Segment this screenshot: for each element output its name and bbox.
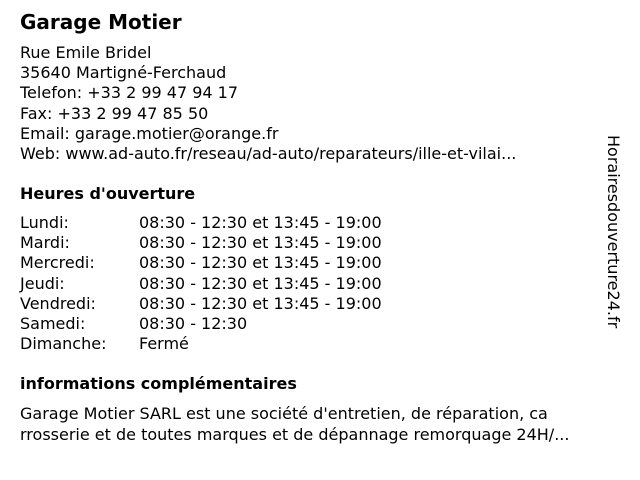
- info-line: rrosserie et de toutes marques et de dépannage remorquage 24H/...: [20, 425, 570, 444]
- hours-value: 08:30 - 12:30: [139, 313, 248, 333]
- site-watermark: Horairesdouverture24.fr: [604, 135, 623, 329]
- day-label: Jeudi:: [20, 273, 65, 293]
- hours-value: 08:30 - 12:30 et 13:45 - 19:00: [139, 253, 382, 273]
- day-label: Dimanche:: [20, 334, 107, 354]
- page-title: Garage Motier: [20, 10, 182, 34]
- day-label: Mardi:: [20, 233, 70, 253]
- day-label: Mercredi:: [20, 253, 95, 273]
- contact-email: Email: garage.motier@orange.fr: [20, 123, 279, 143]
- hours-value: 08:30 - 12:30 et 13:45 - 19:00: [139, 273, 382, 293]
- hours-value: Fermé: [139, 334, 189, 354]
- day-label: Samedi:: [20, 313, 86, 333]
- contact-fax: Fax: +33 2 99 47 85 50: [20, 103, 209, 123]
- hours-value: 08:30 - 12:30 et 13:45 - 19:00: [139, 233, 382, 253]
- contact-street: Rue Emile Bridel: [20, 43, 152, 62]
- info-line: Garage Motier SARL est une société d'entretien, de réparation, ca: [20, 404, 548, 423]
- contact-city: 35640 Martigné-Ferchaud: [20, 63, 227, 83]
- contact-phone: Telefon: +33 2 99 47 94 17: [20, 83, 239, 103]
- hours-value: 08:30 - 12:30 et 13:45 - 19:00: [139, 213, 382, 232]
- day-label: Vendredi:: [20, 293, 96, 313]
- contact-web: Web: www.ad-auto.fr/reseau/ad-auto/reparateurs/ille-et-vilai...: [20, 143, 517, 163]
- hours-value: 08:30 - 12:30 et 13:45 - 19:00: [139, 293, 382, 313]
- contact-block: [20, 43, 516, 164]
- opening-hours-heading: Heures d'ouverture: [20, 184, 196, 203]
- additional-info-text: [20, 403, 569, 445]
- additional-info-heading: informations complémentaires: [20, 374, 297, 393]
- day-label: Lundi:: [20, 213, 69, 232]
